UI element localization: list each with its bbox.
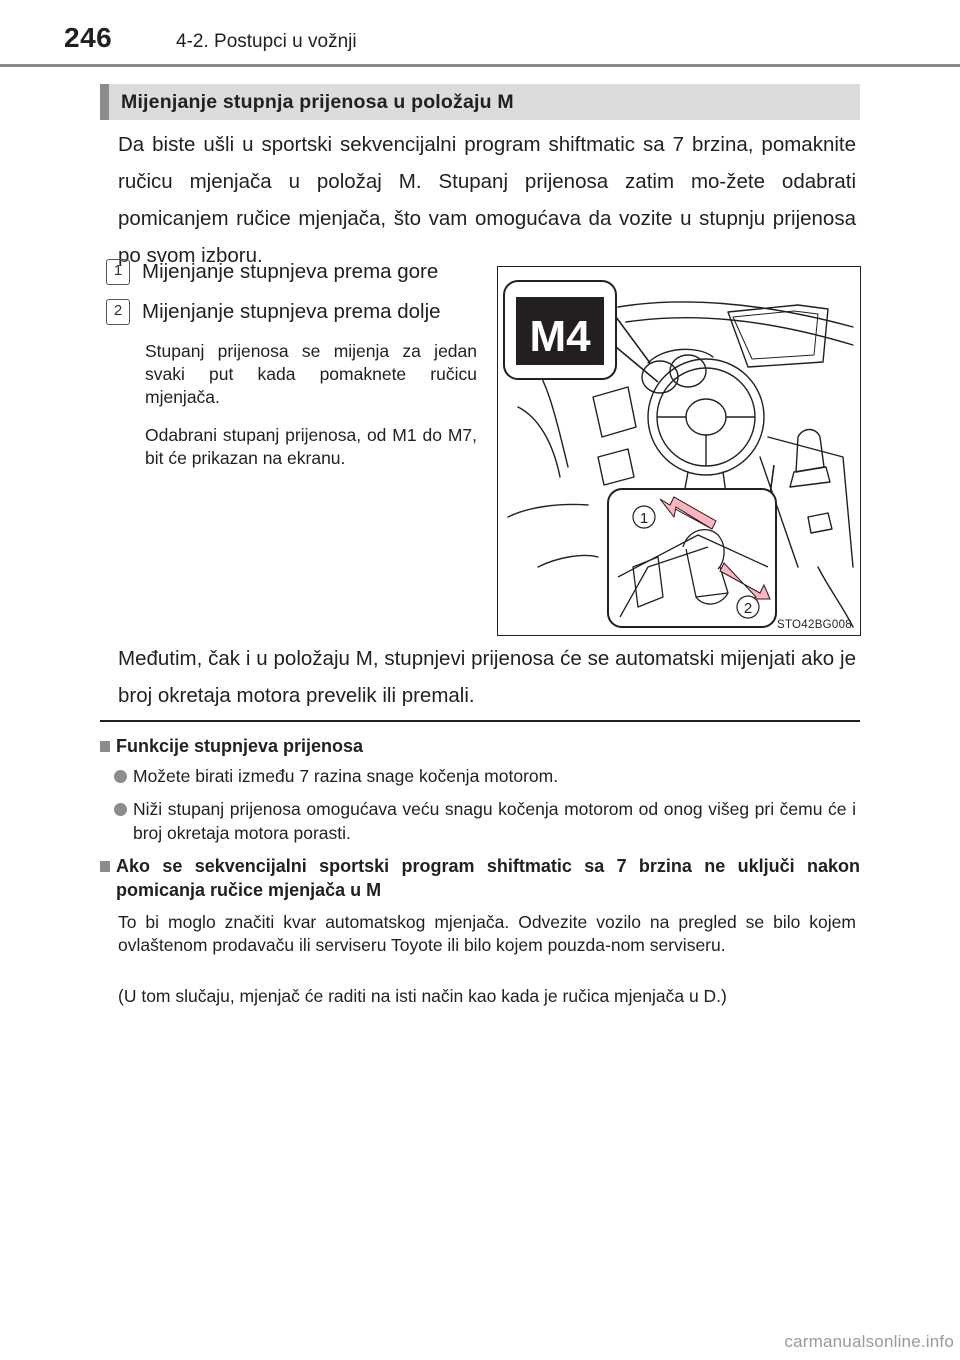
step-number-badge: 1	[106, 259, 130, 285]
page-number: 246	[64, 22, 113, 53]
subsection-heading: Ako se sekvencijalni sportski program shiftmatic sa 7 brzina ne uključi nakon pomicanja ručice mjenjača u M	[100, 854, 860, 902]
figure-code: STO42BG008	[776, 619, 852, 631]
step-label: Mijenjanje stupnjeva prema dolje	[142, 300, 441, 323]
section-title: Mijenjanje stupnja prijenosa u položaju M	[121, 90, 514, 113]
watermark: carmanualsonline.info	[784, 1332, 954, 1351]
outro-paragraph: Međutim, čak i u položaju M, stupnjevi prijenosa će se automatski mijenjati ako je broj okretaja motora prevelik ili premali.	[118, 647, 856, 707]
section-divider	[100, 720, 860, 722]
bullet-item: Možete birati između 7 razina snage kočenja motorom.	[114, 764, 856, 788]
subsection-paragraph: To bi moglo značiti kvar automatskog mjenjača. Odvezite vozilo na pregled se bilo kojem ovlaštenom prodavaču ili serviseru Toyote ili bilo kojem pouzda-nom serviseru.	[118, 912, 856, 955]
square-bullet-icon	[100, 741, 110, 752]
note-display: Odabrani stupanj prijenosa, od M1 do M7, bit će prikazan na ekranu.	[145, 425, 477, 468]
subsection-paragraph: (U tom slučaju, mjenjač će raditi na isti način kao kada je ručica mjenjača u D.)	[118, 986, 727, 1006]
round-bullet-icon	[114, 770, 127, 783]
note-gear-change: Stupanj prijenosa se mijenja za jedan svaki put kada pomaknete ručicu mjenjača.	[145, 341, 477, 407]
step-number-badge: 2	[106, 299, 130, 325]
gear-display-text: M4	[529, 312, 591, 361]
round-bullet-icon	[114, 803, 127, 816]
callout-number-2: 2	[743, 600, 753, 617]
subsection-heading: Funkcije stupnjeva prijenosa	[100, 734, 860, 758]
step-shift-down	[106, 297, 486, 327]
section-title-bar	[100, 84, 860, 120]
chapter-title: 4-2. Postupci u vožnji	[176, 31, 357, 52]
square-bullet-icon	[100, 861, 110, 872]
shift-lever-figure	[497, 266, 861, 636]
step-label: Mijenjanje stupnjeva prema gore	[142, 260, 439, 283]
callout-number-1: 1	[639, 510, 649, 527]
section-title-stripe	[100, 84, 109, 120]
bullet-item: Niži stupanj prijenosa omogućava veću snagu kočenja motorom od onog višeg pri čemu će i broj okretaja motora porasti.	[114, 797, 856, 845]
header-divider	[0, 64, 960, 67]
step-shift-up	[106, 257, 486, 287]
intro-paragraph: Da biste ušli u sportski sekvencijalni program shiftmatic sa 7 brzina, pomaknite ručicu mjenjača u položaj M. Stupanj prijenosa zatim mo-žete odabrati pomicanjem ručice mjenjača, što vam omogućava da vozite u stupnju prijenosa po svom izboru.	[118, 133, 856, 267]
cockpit-illustration	[498, 267, 859, 634]
